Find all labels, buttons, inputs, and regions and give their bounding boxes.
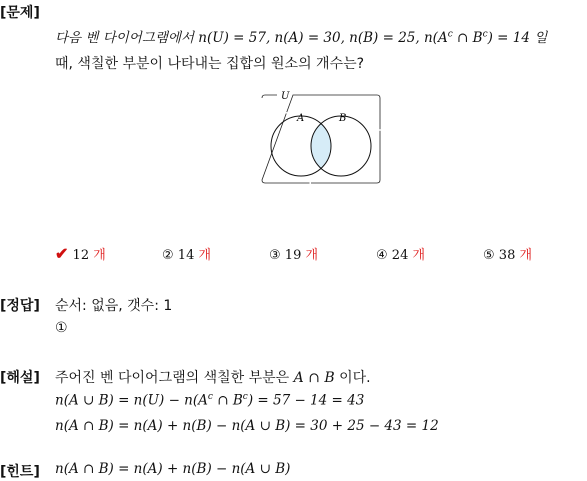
answer-line-1: 순서: 없음, 갯수: 1 <box>55 298 173 314</box>
problem-line-1-text: 다음 벤 다이어그램에서 n(U) = 57, n(A) = 30, n(B) = 25, n(A <box>55 30 448 46</box>
circled-3-icon: ③ <box>269 248 281 263</box>
hint-line-1: n(A ∩ B) = n(A) + n(B) − n(A ∪ B) <box>55 461 291 477</box>
choice-1[interactable] <box>55 244 106 263</box>
choice-2[interactable] <box>162 244 211 263</box>
choice-1-unit: 개 <box>93 248 106 263</box>
choice-4[interactable] <box>376 244 425 263</box>
choice-5-number: 38 <box>498 248 516 263</box>
choice-5[interactable] <box>483 244 532 263</box>
choice-2-unit: 개 <box>198 248 212 263</box>
circled-5-icon: ⑤ <box>483 248 495 263</box>
choice-1-number: 12 <box>72 248 90 263</box>
choice-3-unit: 개 <box>305 248 319 263</box>
solution-label: [해설] <box>0 370 40 386</box>
a-label: A <box>297 113 305 124</box>
circled-4-icon: ④ <box>376 248 388 263</box>
problem-line-1-mid: ∩ B <box>452 30 483 46</box>
solution-line-2-mid: ∩ B <box>212 392 243 409</box>
problem-line-1 <box>55 26 547 46</box>
problem-line-2: 때, 색칠한 부분이 나타내는 집합의 원소의 개수는? <box>55 56 365 72</box>
solution-line-1-text: 주어진 벤 다이어그램의 색칠한 부분은 <box>55 370 294 386</box>
solution-line-1-end: 이다. <box>334 370 371 386</box>
problem-line-1-end: ) = 14 일 <box>487 30 548 46</box>
hint-label: [힌트] <box>0 464 40 480</box>
u-label: U <box>281 91 290 102</box>
answer-label: [정답] <box>0 298 40 314</box>
circled-2-icon: ② <box>162 248 174 263</box>
solution-line-1-math: A ∩ B <box>293 370 335 386</box>
choice-4-number: 24 <box>391 248 409 263</box>
b-label: B <box>339 113 347 124</box>
problem-label: [문제] <box>0 5 40 21</box>
answer-line-2: ① <box>55 320 68 336</box>
solution-line-2 <box>55 392 364 409</box>
choice-2-number: 14 <box>177 248 195 263</box>
check-icon: ✔ <box>55 244 69 263</box>
complement-sup: c <box>242 392 248 402</box>
choice-3[interactable] <box>269 244 318 263</box>
complement-sup: c <box>482 29 488 40</box>
solution-line-2-end: ) = 57 − 14 = 43 <box>247 392 365 409</box>
choice-3-number: 19 <box>284 248 302 263</box>
solution-line-2-text: n(A ∪ B) = n(U) − n(A <box>55 392 208 409</box>
solution-line-1 <box>55 367 371 387</box>
complement-sup: c <box>447 29 453 40</box>
venn-diagram <box>255 88 385 188</box>
choice-4-unit: 개 <box>412 248 426 263</box>
solution-line-3: n(A ∩ B) = n(A) + n(B) − n(A ∪ B) = 30 + 25 − 43 = 12 <box>55 418 439 434</box>
choice-5-unit: 개 <box>519 248 533 263</box>
complement-sup: c <box>207 392 213 402</box>
